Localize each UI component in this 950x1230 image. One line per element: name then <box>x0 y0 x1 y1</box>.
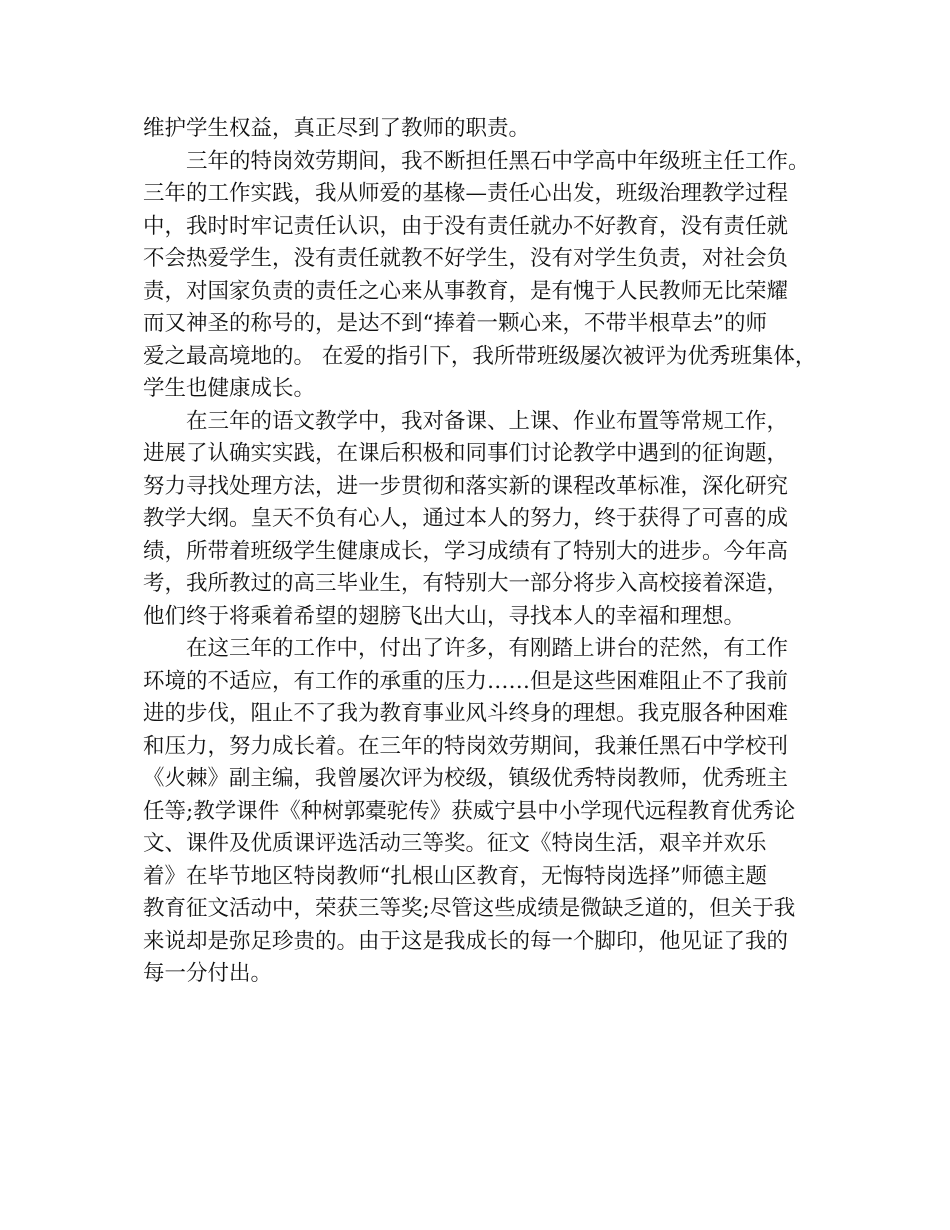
text-line: 考，我所教过的高三毕业生，有特别大一部分将步入高校接着深造， <box>143 571 789 596</box>
text-line: 他们终于将乘着希望的翅膀飞出大山，寻找本人的幸福和理想。 <box>143 603 746 629</box>
text-line: 三年的工作实践，我从师爱的基椽—责任心出发，班级治理教学过程 <box>143 181 789 206</box>
text-line: 《火棘》副主编，我曾屡次评为校级，镇级优秀特岗教师，优秀班主 <box>143 766 789 791</box>
text-line: 三年的特岗效劳期间，我不断担任黑石中学高中年级班主任工作。 <box>186 148 810 174</box>
paragraph-2 <box>143 146 817 406</box>
text-line: 而又神圣的称号的，是达不到“捧着一颗心来，不带半根草去”的师 <box>143 311 767 336</box>
text-line: 绩，所带着班级学生健康成长，学习成绩有了特别大的进步。今年高 <box>143 538 789 564</box>
text-line: 文、课件及优质课评选活动三等奖。征文《特岗生活，艰辛并欢乐 <box>143 831 767 856</box>
paragraph-4 <box>143 633 813 991</box>
text-line: 和压力，努力成长着。在三年的特岗效劳期间，我兼任黑石中学校刊 <box>143 733 789 759</box>
text-line: 着》在毕节地区特岗教师“扎根山区教育，无悔特岗选择”师德主题 <box>143 863 767 889</box>
text-line: 爱之最高境地的。 在爱的指引下，我所带班级屡次被评为优秀班集体， <box>143 343 817 369</box>
paragraph-1 <box>143 113 813 146</box>
text-line: 在这三年的工作中，付出了许多，有刚踏上讲台的茫然，有工作 <box>186 636 789 661</box>
text-line: 每一分付出。 <box>143 961 273 986</box>
text-line: 在三年的语文教学中，我对备课、上课、作业布置等常规工作， <box>186 408 789 434</box>
text-line: 努力寻找处理方法，进一步贯彻和落实新的课程改革标准，深化研究 <box>143 473 789 499</box>
text-line: 责，对国家负责的责任之心来从事教育，是有愧于人民教师无比荣耀 <box>143 278 789 304</box>
text-line: 进展了认确实实践，在课后积极和同事们讨论教学中遇到的征询题， <box>143 441 789 466</box>
text-line: 学生也健康成长。 <box>143 376 316 401</box>
text-line: 教学大纲。皇天不负有心人，通过本人的努力，终于获得了可喜的成 <box>143 506 789 531</box>
text-line: 进的步伐，阻止不了我为教育事业风斗终身的理想。我克服各种困难 <box>143 701 789 726</box>
text-line: 来说却是弥足珍贵的。由于这是我成长的每一个脚印，他见证了我的 <box>143 928 789 954</box>
paragraph-3 <box>143 406 813 634</box>
text-line: 教育征文活动中，荣获三等奖;尽管这些成绩是微缺乏道的，但关于我 <box>143 896 796 921</box>
text-line: 维护学生权益，真正尽到了教师的职责。 <box>143 116 531 141</box>
document-body <box>143 113 817 991</box>
text-line: 不会热爱学生，没有责任就教不好学生，没有对学生负责，对社会负 <box>143 246 789 271</box>
text-line: 任等;教学课件《种树郭橐驼传》获威宁县中小学现代远程教育优秀论 <box>143 798 796 824</box>
text-line: 中，我时时牢记责任认识，由于没有责任就办不好教育，没有责任就 <box>143 213 789 239</box>
text-line: 环境的不适应，有工作的承重的压力……但是这些困难阻止不了我前 <box>143 668 789 694</box>
